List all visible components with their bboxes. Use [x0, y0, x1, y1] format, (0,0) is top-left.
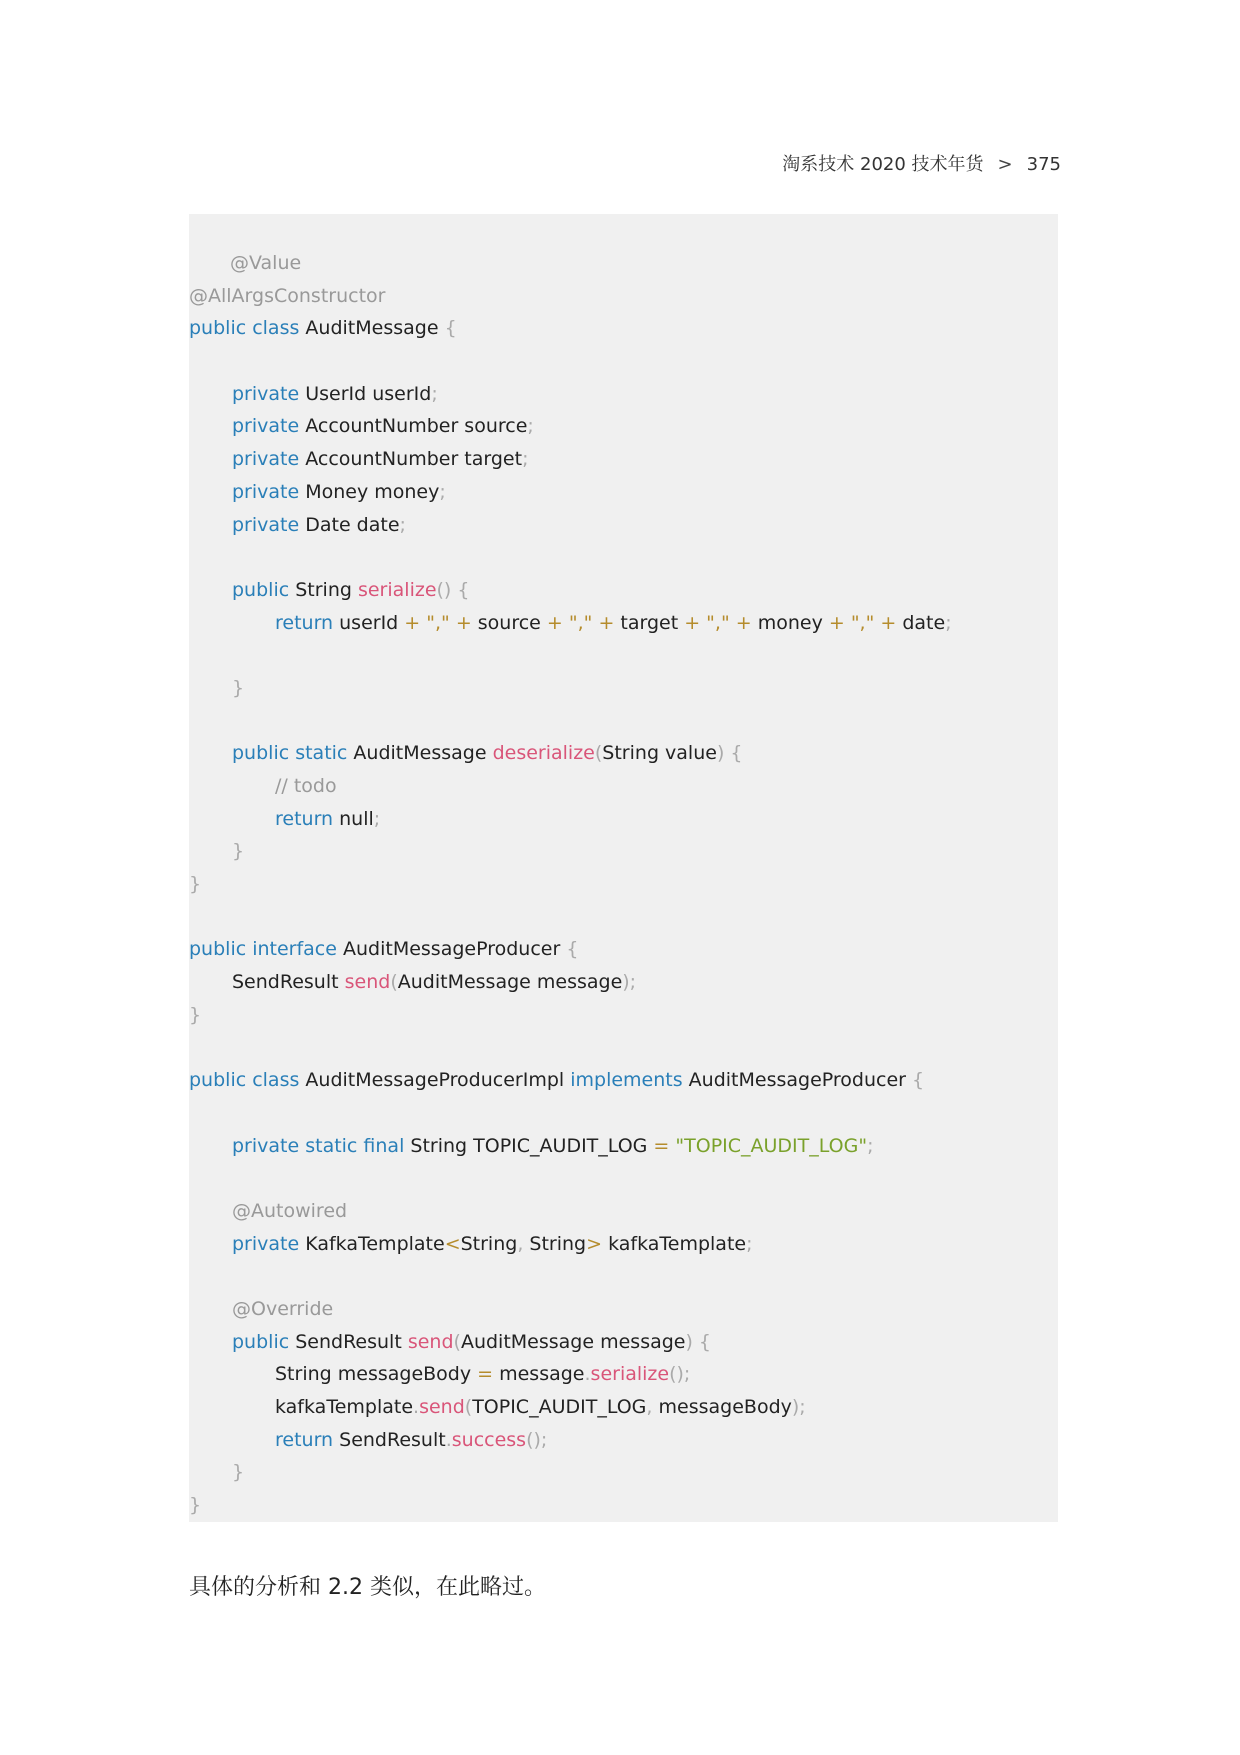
code-line — [189, 901, 1058, 934]
code-token-punctuation: , — [646, 1396, 659, 1419]
code-token-punctuation: ); — [622, 971, 637, 994]
code-token-punctuation: ); — [791, 1396, 806, 1419]
code-line — [189, 443, 1058, 476]
code-token-function-name: send — [419, 1396, 465, 1419]
code-token-keyword: private — [232, 480, 306, 503]
code-token-function-name: success — [451, 1428, 527, 1451]
code-token-keyword: public — [232, 1330, 296, 1353]
code-token-keyword: public interface — [189, 938, 343, 961]
code-token-punctuation: } — [189, 873, 202, 896]
code-token-string-literal: "TOPIC_AUDIT_LOG" — [675, 1134, 868, 1157]
code-token-keyword: private — [232, 382, 306, 405]
code-token-operator: > — [586, 1232, 609, 1255]
code-token-identifier: AccountNumber target — [305, 448, 523, 471]
code-line — [189, 1260, 1058, 1293]
code-token-identifier: AccountNumber source — [305, 415, 528, 438]
code-token-identifier: KafkaTemplate — [305, 1232, 445, 1255]
code-token-operator: < — [444, 1232, 461, 1255]
code-line — [189, 509, 1058, 542]
code-token-keyword: public class — [189, 317, 306, 340]
code-token-identifier: AuditMessageProducer — [343, 938, 567, 961]
code-line — [189, 247, 1058, 280]
code-token-keyword: return — [275, 1428, 340, 1451]
code-token-punctuation: (); — [669, 1363, 691, 1386]
code-line — [189, 312, 1058, 345]
code-token-punctuation: ; — [522, 448, 529, 471]
code-line — [189, 1130, 1058, 1163]
code-token-punctuation: ) { — [685, 1330, 712, 1353]
page-number: 375 — [1026, 154, 1061, 175]
code-token-punctuation: } — [232, 840, 245, 863]
code-token-annotation: @AllArgsConstructor — [189, 284, 386, 307]
code-token-punctuation: } — [232, 676, 245, 699]
code-token-punctuation: } — [189, 1003, 202, 1026]
code-line — [189, 1032, 1058, 1065]
code-token-identifier: Money money — [305, 480, 440, 503]
code-line — [189, 345, 1058, 378]
code-token-punctuation: ( — [594, 742, 603, 765]
code-line — [189, 803, 1058, 836]
code-token-identifier: String — [460, 1232, 518, 1255]
code-token-identifier: String TOPIC_AUDIT_LOG — [410, 1134, 654, 1157]
code-token-identifier: AuditMessage message — [460, 1330, 686, 1353]
code-token-punctuation: . — [584, 1363, 591, 1386]
code-token-identifier: SendResult — [232, 971, 345, 994]
code-token-keyword: return — [275, 807, 340, 830]
body-paragraph: 具体的分析和 2.2 类似，在此略过。 — [189, 1575, 546, 1600]
code-token-punctuation: ( — [390, 971, 398, 994]
code-token-function-name: send — [407, 1330, 454, 1353]
code-line — [189, 1391, 1058, 1424]
code-token-punctuation: ; — [399, 513, 406, 536]
code-token-identifier: messageBody — [658, 1396, 792, 1419]
code-token-punctuation: ( — [453, 1330, 461, 1353]
code-token-identifier: String — [295, 578, 358, 601]
code-line — [189, 737, 1058, 770]
code-token-identifier: date — [902, 611, 946, 634]
code-line — [189, 1293, 1058, 1326]
code-token-annotation: @Override — [232, 1298, 334, 1320]
code-line — [189, 476, 1058, 509]
code-token-keyword: private — [232, 415, 306, 438]
code-token-operator: + "," + — [546, 611, 621, 634]
code-token-punctuation: ; — [746, 1232, 753, 1255]
code-token-keyword: public static — [232, 742, 354, 765]
code-token-punctuation: , — [517, 1232, 530, 1255]
code-line — [189, 1456, 1058, 1489]
code-line — [189, 1228, 1058, 1261]
code-token-identifier: String value — [602, 742, 717, 765]
code-line — [189, 574, 1058, 607]
code-token-punctuation: ; — [439, 480, 446, 503]
code-line — [189, 1097, 1058, 1130]
code-line — [189, 1424, 1058, 1457]
code-token-identifier: kafkaTemplate — [608, 1232, 747, 1255]
code-token-punctuation: ( — [464, 1396, 473, 1419]
code-line — [189, 1326, 1058, 1359]
code-token-punctuation: ) { — [716, 742, 743, 765]
code-token-function-name: deserialize — [492, 742, 595, 765]
code-line — [189, 770, 1058, 803]
code-token-identifier: userId — [339, 611, 405, 634]
code-token-identifier: String — [529, 1232, 587, 1255]
code-token-identifier: TOPIC_AUDIT_LOG — [472, 1396, 647, 1419]
code-line — [189, 607, 1058, 640]
code-line — [189, 1489, 1058, 1522]
code-token-keyword: public class — [189, 1069, 306, 1092]
code-token-operator: + "," + — [684, 611, 758, 634]
code-token-punctuation: { — [566, 938, 579, 961]
code-token-identifier: message — [499, 1363, 585, 1386]
code-token-punctuation: (); — [526, 1428, 548, 1451]
code-token-operator: + "," + — [828, 611, 903, 634]
code-token-identifier: target — [620, 611, 685, 634]
code-token-keyword: private static final — [232, 1134, 411, 1157]
code-token-punctuation: ; — [867, 1134, 874, 1157]
code-line — [189, 868, 1058, 901]
code-line — [189, 999, 1058, 1032]
code-token-keyword: return — [275, 611, 340, 634]
code-token-identifier: AuditMessage message — [397, 971, 623, 994]
code-token-identifier: SendResult — [295, 1330, 408, 1353]
code-line — [189, 1162, 1058, 1195]
code-line — [189, 280, 1058, 313]
code-line — [189, 1195, 1058, 1228]
code-line — [189, 639, 1058, 672]
header-separator: > — [997, 154, 1013, 175]
code-token-keyword: private — [232, 1232, 306, 1255]
code-line — [189, 1064, 1058, 1097]
code-token-annotation: @Autowired — [232, 1199, 348, 1222]
code-token-identifier: null — [339, 807, 374, 830]
code-token-punctuation: . — [445, 1428, 452, 1451]
code-token-operator: + "," + — [404, 611, 478, 634]
code-token-identifier: AuditMessageProducerImpl — [305, 1069, 571, 1092]
code-token-punctuation: ; — [373, 807, 381, 830]
code-token-identifier: SendResult — [339, 1428, 446, 1451]
code-token-annotation: @Value — [230, 252, 302, 274]
code-token-comment: // todo — [275, 775, 337, 797]
code-token-identifier: kafkaTemplate — [275, 1396, 414, 1419]
code-block — [189, 214, 1058, 1522]
code-token-punctuation: ; — [527, 415, 534, 438]
code-line — [189, 705, 1058, 738]
code-token-punctuation: } — [232, 1461, 245, 1484]
code-token-identifier: money — [757, 611, 829, 634]
code-line — [189, 378, 1058, 411]
header-title: 淘系技术 2020 技术年货 — [782, 154, 984, 175]
code-token-function-name: serialize — [590, 1363, 670, 1386]
code-token-punctuation: } — [189, 1494, 202, 1517]
code-token-identifier: UserId userId — [305, 382, 432, 405]
code-token-punctuation: ; — [945, 611, 952, 634]
code-token-punctuation: . — [413, 1396, 420, 1419]
code-line — [189, 835, 1058, 868]
code-token-identifier: AuditMessageProducer — [688, 1069, 913, 1092]
code-token-keyword: implements — [570, 1069, 689, 1092]
code-token-operator: = — [477, 1363, 500, 1386]
code-token-identifier: String messageBody — [275, 1363, 478, 1386]
code-line — [189, 966, 1058, 999]
code-line — [189, 410, 1058, 443]
code-token-keyword: public — [232, 578, 296, 601]
code-token-punctuation: { — [444, 317, 457, 340]
code-token-identifier: AuditMessage — [353, 742, 493, 765]
code-token-punctuation: () { — [436, 578, 470, 601]
code-token-identifier: AuditMessage — [305, 317, 445, 340]
code-token-punctuation: ; — [431, 382, 438, 405]
code-token-function-name: send — [344, 971, 391, 994]
code-token-identifier: source — [477, 611, 547, 634]
code-line — [189, 541, 1058, 574]
code-token-function-name: serialize — [357, 578, 437, 601]
code-token-keyword: private — [232, 513, 306, 536]
page-header — [782, 150, 1061, 176]
code-line — [189, 672, 1058, 705]
code-token-keyword: private — [232, 448, 306, 471]
code-token-punctuation: { — [912, 1069, 925, 1092]
code-line — [189, 1358, 1058, 1391]
code-token-operator: = — [653, 1134, 676, 1157]
code-line — [189, 933, 1058, 966]
code-token-identifier: Date date — [305, 513, 400, 536]
